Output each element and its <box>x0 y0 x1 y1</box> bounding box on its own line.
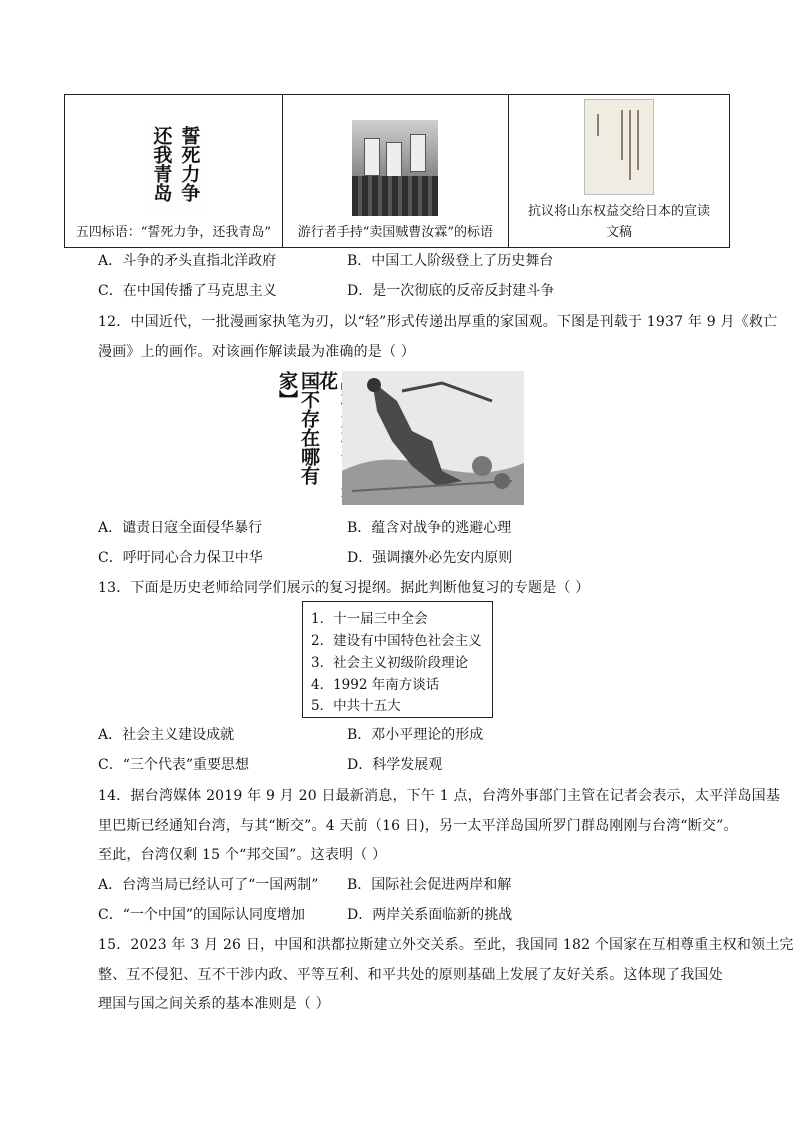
q13-option-d: D．科学发展观 <box>347 757 443 773</box>
outline-item: 2．建设有中国特色社会主义 <box>311 633 482 649</box>
q14-option-d: D．两岸关系面临新的挑战 <box>347 907 513 923</box>
q11-option-d: D．是一次彻底的反帝反封建斗争 <box>347 283 555 299</box>
table-cell-slogan <box>65 95 283 248</box>
table-caption: 五四标语：“誓死力争，还我青岛” <box>75 225 272 240</box>
q11-option-c: C．在中国传播了马克思主义 <box>98 283 277 299</box>
q12-option-c: C．呼吁同心合力保卫中华 <box>98 550 263 566</box>
q15-stem-line2: 整、互不侵犯、互不干涉内政、平等互利、和平共处的原则基础上发展了友好关系。这体现了我国处 <box>98 967 723 983</box>
slogan-calligraphy-image: 誓死力争 还我青岛 <box>145 126 201 216</box>
comic-caption-left: 国不存在哪有家】 <box>276 371 320 485</box>
q14-option-b: B．国际社会促进两岸和解 <box>347 877 512 893</box>
q11-option-a: A．斗争的矛头直指北洋政府 <box>98 253 277 269</box>
q15-stem-line3: 理国与国之间关系的基本准则是（ ） <box>98 996 330 1012</box>
q11-option-b: B．中国工人阶级登上了历史舞台 <box>347 253 554 269</box>
comic-drawing <box>342 371 524 505</box>
q12-option-a: A．谴责日寇全面侵华暴行 <box>98 520 263 536</box>
outline-item: 4．1992 年南方谈话 <box>311 677 440 693</box>
q12-option-b: B．蕴含对战争的逃避心理 <box>347 520 512 536</box>
comic-figure <box>268 369 526 507</box>
q12-stem-line1: 12．中国近代，一批漫画家执笔为刃，以“轻”形式传递出厚重的家国观。下图是刊载于 1937 年 9 月《救亡 <box>98 314 778 330</box>
document-image <box>584 99 654 195</box>
q13-option-c: C．“三个代表”重要思想 <box>98 757 250 773</box>
q12-stem-line2: 漫画》上的画作。对该画作解读最为准确的是（ ） <box>98 344 416 360</box>
table-cell-protest-photo <box>282 95 508 248</box>
outline-item: 1．十一届三中全会 <box>311 611 428 627</box>
q13-option-a: A．社会主义建设成就 <box>98 727 235 743</box>
q14-option-a: A．台湾当局已经认可了“一国两制” <box>98 877 319 893</box>
table-caption: 游行者手持“卖国贼曹汝霖”的标语 <box>297 225 494 240</box>
outline-item: 3．社会主义初级阶段理论 <box>311 655 469 671</box>
q12-option-d: D．强调攘外必先安内原则 <box>347 550 513 566</box>
q14-stem-line1: 14．据台湾媒体 2019 年 9 月 20 日最新消息，下午 1 点，台湾外事部门主管在记者会表示，太平洋岛国基 <box>98 788 781 804</box>
q13-option-b: B．邓小平理论的形成 <box>347 727 484 743</box>
outline-item: 5．中共十五大 <box>311 698 401 714</box>
q14-stem-line3: 至此，台湾仅剩 15 个“邦交国”。这表明（ ） <box>98 847 387 863</box>
source-table <box>64 94 730 248</box>
q14-option-c: C．“一个中国”的国际认同度增加 <box>98 907 306 923</box>
comic-caption-right: 花 <box>316 371 338 390</box>
table-cell-document <box>508 95 729 248</box>
protest-photo <box>352 120 438 216</box>
review-outline-box <box>302 601 493 718</box>
table-caption: 抗议将山东权益交给日本的宣读 文稿 <box>527 204 710 240</box>
q15-stem-line1: 15．2023 年 3 月 26 日，中国和洪都拉斯建立外交关系。至此，我国同 182 个国家在互相尊重主权和领土完 <box>98 937 794 953</box>
q13-stem: 13．下面是历史老师给同学们展示的复习提纲。据此判断他复习的专题是（ ） <box>98 580 590 596</box>
q14-stem-line2: 里巴斯已经通知台湾，与其“断交”。4 天前（16 日)，另一太平洋岛国所罗门群岛刚刚与台湾“断交”。 <box>98 818 738 834</box>
